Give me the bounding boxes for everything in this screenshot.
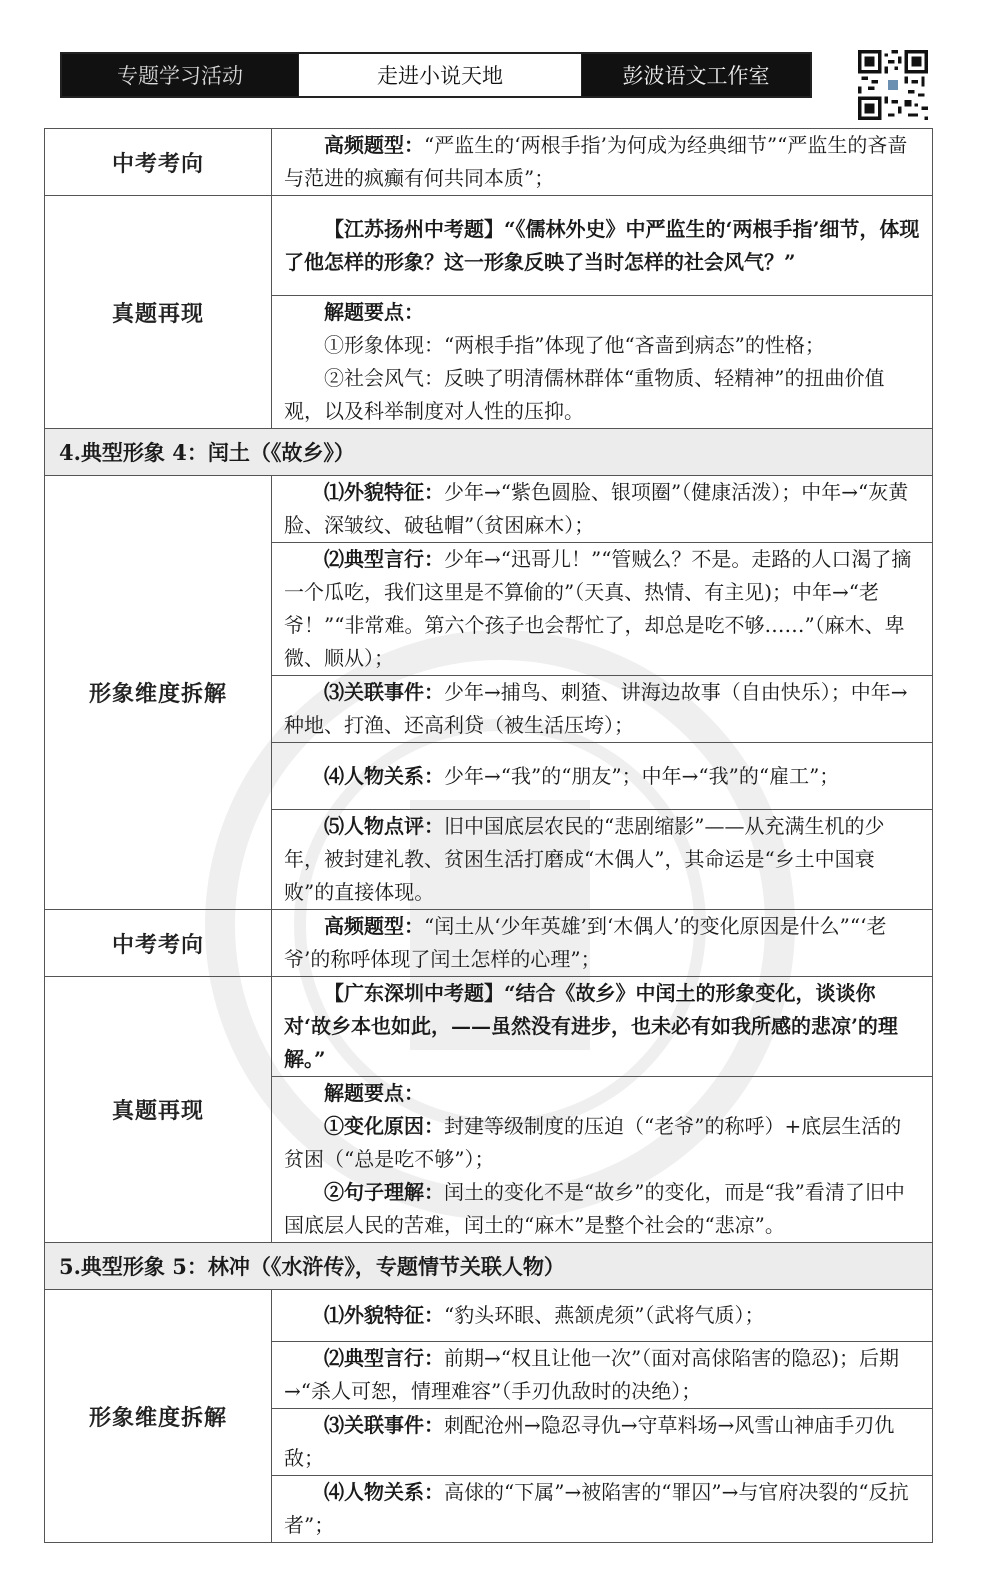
row-label: 中考考向: [45, 129, 272, 196]
qr-code-icon: [858, 50, 928, 120]
item-cell: [272, 676, 933, 743]
row-label: 中考考向: [45, 910, 272, 977]
answer-point: ①形象体现：“两根手指”体现了他“吝啬到病态”的性格；: [324, 333, 825, 357]
item-text: 前期→“权且让他一次”（面对高俅陷害的隐忍)；后期→“杀人可恕，情理难容”（手刃仇敌时的决绝）；: [284, 1346, 900, 1403]
item-lead: ⑵典型言行：: [324, 547, 444, 571]
row-content: [272, 910, 933, 977]
item-cell: [272, 810, 933, 910]
question-text: 【广东深圳中考题】“结合《故乡》中闰土的形象变化，谈谈你对‘故乡本也如此，——虽然没有进步，也未必有如我所感的悲凉’的理解。”: [284, 981, 898, 1071]
row-content: [272, 129, 933, 196]
item-lead: ⑷人物关系：: [324, 763, 444, 788]
item-text: 刺配沧州→隐忍寻仇→守草料场→风雪山神庙手刃仇敌；: [284, 1413, 895, 1470]
answer-title: 解题要点：: [324, 1081, 424, 1105]
section-row: [45, 1243, 933, 1290]
section-heading: 4.典型形象 4：闰土（《故乡》）: [45, 429, 933, 476]
answer-lead: ①变化原因：: [324, 1114, 444, 1138]
header-title: 走进小说天地: [298, 54, 582, 96]
table-row: [45, 476, 933, 543]
answer-cell: [272, 1077, 933, 1243]
question-cell: [272, 196, 933, 296]
item-text: 少年→“我”的“朋友”；中年→“我”的“雇工”；: [444, 763, 840, 788]
answer-lead: ②句子理解：: [324, 1180, 444, 1204]
row-label: 形象维度拆解: [45, 476, 272, 910]
content-table: [44, 128, 933, 1543]
item-cell: [272, 543, 933, 676]
item-lead: ⑶关联事件：: [324, 680, 444, 704]
item-text: 少年→“紫色圆脸、银项圈”（健康活泼）；中年→“灰黄脸、深皱纹、破毡帽”（贫困麻木）；: [284, 480, 909, 537]
item-cell: [272, 1342, 933, 1409]
item-text: “豹头环眼、燕颔虎须”（武将气质）；: [444, 1303, 765, 1327]
item-cell: [272, 1290, 933, 1342]
header-topic: 专题学习活动: [62, 54, 298, 96]
table-row: [45, 196, 933, 296]
item-lead: ⑸人物点评：: [324, 814, 444, 838]
table-row: [45, 1290, 933, 1342]
row-label: 形象维度拆解: [45, 1290, 272, 1543]
lead-text: 高频题型：: [324, 914, 424, 938]
item-lead: ⑶关联事件：: [324, 1413, 444, 1437]
item-text: 少年→“迅哥儿！”“管贼么？不是。走路的人口渴了摘一个瓜吃，我们这里是不算偷的”（天真、热情、有主见)；中年→“老爷！”“非常难。第六个孩子也会帮忙了，却总是吃不够……”（麻木、卑微、顺从）；: [284, 547, 912, 670]
question-cell: [272, 977, 933, 1077]
item-cell: [272, 1409, 933, 1476]
row-label: 真题再现: [45, 977, 272, 1243]
item-lead: ⑷人物关系：: [324, 1480, 444, 1504]
answer-title: 解题要点：: [324, 300, 424, 324]
answer-point: 封建等级制度的压迫（“老爷”的称呼）+底层生活的贫困（“总是吃不够”）；: [284, 1114, 902, 1171]
item-lead: ⑴外貌特征：: [324, 480, 444, 504]
item-cell: [272, 1476, 933, 1543]
item-cell: [272, 476, 933, 543]
item-lead: ⑵典型言行：: [324, 1346, 444, 1370]
row-label: 真题再现: [45, 196, 272, 429]
answer-point: 闰土的变化不是“故乡”的变化，而是“我”看清了旧中国底层人民的苦难，闰土的“麻木”是整个社会的“悲凉”。: [284, 1180, 905, 1237]
table-row: [45, 977, 933, 1077]
header-bar: [60, 52, 812, 98]
header-studio: 彭波语文工作室: [582, 54, 810, 96]
body-text: “闰土从‘少年英雄’到‘木偶人’的变化原因是什么”“‘老爷’的称呼体现了闰土怎样的心理”；: [284, 914, 887, 971]
item-text: 少年→捕鸟、刺猹、讲海边故事（自由快乐）；中年→种地、打渔、还高利贷（被生活压垮）；: [284, 680, 908, 737]
table-row: [45, 129, 933, 196]
body-text: “严监生的‘两根手指’为何成为经典细节”“严监生的吝啬与范进的疯癫有何共同本质”；: [284, 133, 908, 190]
answer-cell: [272, 296, 933, 429]
item-text: 旧中国底层农民的“悲剧缩影”——从充满生机的少年，被封建礼教、贫困生活打磨成“木偶人”，其命运是“乡土中国衰败”的直接体现。: [284, 814, 885, 904]
section-heading: 5.典型形象 5：林冲（《水浒传》，专题情节关联人物）: [45, 1243, 933, 1290]
section-row: [45, 429, 933, 476]
item-lead: ⑴外貌特征：: [324, 1303, 444, 1327]
answer-point: ②社会风气：反映了明清儒林群体“重物质、轻精神”的扭曲价值观，以及科举制度对人性的压抑。: [284, 366, 885, 423]
item-text: 高俅的“下属”→被陷害的“罪囚”→与官府决裂的“反抗者”；: [284, 1480, 909, 1537]
table-row: [45, 910, 933, 977]
lead-text: 高频题型：: [324, 133, 424, 157]
question-text: 【江苏扬州中考题】“《儒林外史》中严监生的‘两根手指’细节，体现了他怎样的形象？这一形象反映了当时怎样的社会风气？”: [284, 216, 920, 274]
item-cell: [272, 743, 933, 810]
